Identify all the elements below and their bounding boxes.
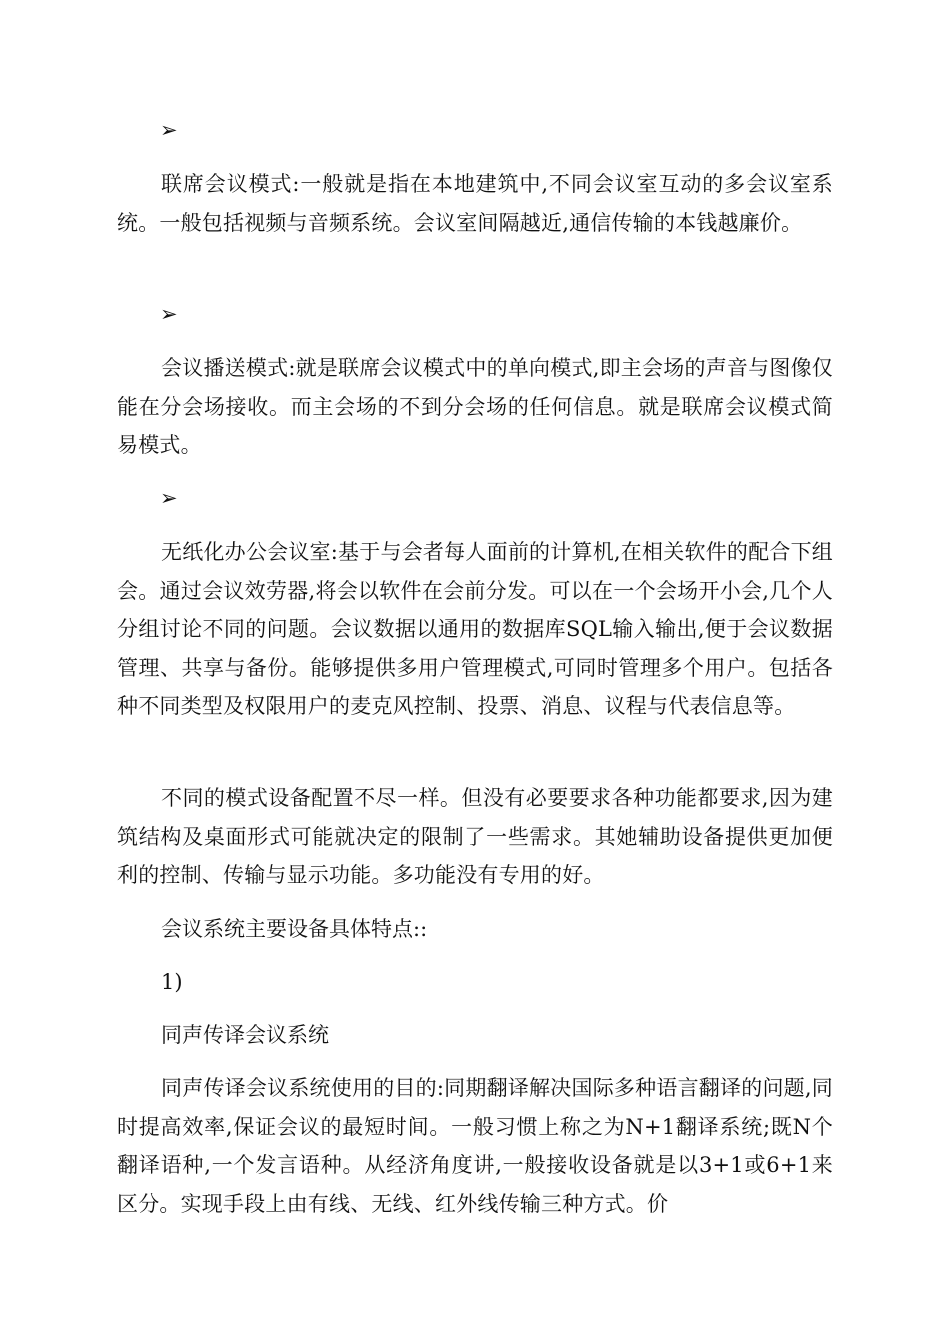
paragraph-broadcast-mode: 会议播送模式:就是联席会议模式中的单向模式,即主会场的声音与图像仅能在分会场接收。而主会场的不到分会场的任何信息。就是联席会议模式简易模式。	[117, 356, 833, 457]
list-item-number: 1)	[161, 970, 183, 994]
paragraph-joint-meeting-mode: 联席会议模式:一般就是指在本地建筑中,不同会议室互动的多会议室系统。一般包括视频与音频系统。会议室间隔越近,通信传输的本钱越廉价。	[117, 172, 833, 235]
paragraph-mode-config: 不同的模式设备配置不尽一样。但没有必要要求各种功能都要求,因为建筑结构及桌面形式可能就决定的限制了一些需求。其她辅助设备提供更加便利的控制、传输与显示功能。多功能没有专用的好。	[117, 786, 833, 887]
paragraph-features-intro: 会议系统主要设备具体特点::	[161, 917, 428, 941]
section-heading: 同声传译会议系统	[161, 1023, 329, 1047]
arrow-bullet-icon: ➢	[160, 302, 178, 326]
paragraph-simultaneous-interpretation: 同声传译会议系统使用的目的:同期翻译解决国际多种语言翻译的问题,同时提高效率,保证会议的最短时间。一般习惯上称之为N+1翻译系统;既N个翻译语种,一个发言语种。从经济角度讲,一般接收设备就是以3+1或6+1来区分。实现手段上由有线、无线、红外线传输三种方式。价	[117, 1076, 833, 1216]
arrow-bullet-icon: ➢	[160, 118, 178, 142]
paragraph-paperless-room: 无纸化办公会议室:基于与会者每人面前的计算机,在相关软件的配合下组会。通过会议效劳器,将会以软件在会前分发。可以在一个会场开小会,几个人分组讨论不同的问题。会议数据以通用的数据库SQL输入输出,便于会议数据管理、共享与备份。能够提供多用户管理模式,可同时管理多个用户。包括各种不同类型及权限用户的麦克风控制、投票、消息、议程与代表信息等。	[117, 540, 833, 718]
arrow-bullet-icon: ➢	[160, 486, 178, 510]
